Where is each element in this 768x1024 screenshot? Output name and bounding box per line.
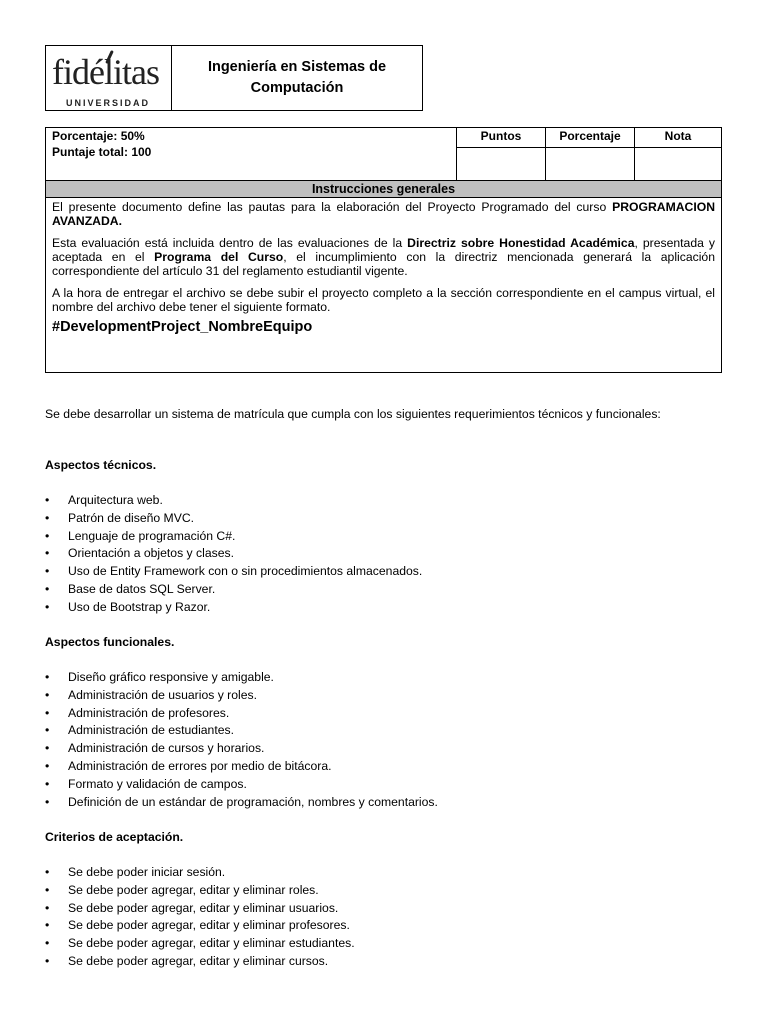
list-item-text: Patrón de diseño MVC. — [68, 510, 195, 525]
bullet-icon: • — [45, 723, 50, 738]
list-item — [45, 882, 355, 900]
bullet-icon: • — [45, 918, 50, 933]
nota-value-cell — [635, 148, 722, 182]
list-item-text: Administración de errores por medio de bitácora. — [68, 758, 332, 773]
percentage-label: Porcentaje: 50% — [52, 129, 145, 143]
bullet-icon: • — [45, 493, 50, 507]
document-header — [45, 45, 423, 111]
instructions-box — [45, 180, 722, 373]
bullet-icon: • — [45, 687, 50, 702]
functional-list — [45, 669, 438, 811]
instructions-body — [46, 198, 721, 336]
column-header-puntos: Puntos — [457, 128, 546, 148]
list-item — [45, 669, 438, 687]
list-item — [45, 917, 355, 935]
bullet-icon: • — [45, 599, 50, 614]
bullet-icon: • — [45, 953, 50, 968]
course-name: PROGRAMACION AVANZADA. — [52, 200, 715, 228]
list-item — [45, 776, 438, 794]
p2-text-a: Esta evaluación está incluida dentro de las evaluaciones de la — [52, 236, 408, 250]
puntos-value-cell — [457, 148, 546, 182]
list-item — [45, 528, 422, 546]
list-item-text: Formato y validación de campos. — [68, 776, 247, 791]
grade-table — [45, 127, 722, 182]
instructions-paragraph-2 — [52, 236, 715, 278]
list-item — [45, 794, 438, 812]
list-item — [45, 563, 422, 581]
technical-heading: Aspectos técnicos. — [45, 458, 157, 472]
list-item-text: Diseño gráfico responsive y amigable. — [68, 670, 274, 684]
bullet-icon: • — [45, 882, 50, 897]
list-item-text: Se debe poder agregar, editar y eliminar estudiantes. — [68, 936, 355, 951]
bullet-icon: • — [45, 794, 50, 809]
instructions-paragraph-1 — [52, 200, 715, 228]
list-item-text: Administración de profesores. — [68, 705, 230, 720]
p2-text-b: , presentada y aceptada en el — [52, 236, 716, 264]
total-score-label: Puntaje total: 100 — [52, 145, 152, 159]
bullet-icon: • — [45, 546, 50, 561]
acceptance-heading: Criterios de aceptación. — [45, 830, 184, 844]
list-item — [45, 687, 438, 705]
bullet-icon: • — [45, 528, 50, 543]
bullet-icon: • — [45, 936, 50, 951]
list-item — [45, 864, 355, 882]
list-item — [45, 599, 422, 617]
bullet-icon: • — [45, 741, 50, 756]
logo-subtext: UNIVERSIDAD — [66, 98, 151, 108]
column-header-nota: Nota — [635, 128, 722, 148]
list-item — [45, 740, 438, 758]
list-item — [45, 758, 438, 776]
bullet-icon: • — [45, 581, 50, 596]
filename-format: #DevelopmentProject_NombreEquipo — [52, 319, 313, 335]
list-item — [45, 545, 422, 563]
list-item — [45, 492, 422, 510]
list-item-text: Arquitectura web. — [68, 493, 163, 507]
instructions-heading: Instrucciones generales — [46, 181, 721, 198]
list-item-text: Se debe poder agregar, editar y eliminar profesores. — [68, 918, 350, 933]
university-logo — [46, 46, 172, 110]
title-line-2: Computación — [250, 80, 344, 96]
porcentaje-value-cell — [546, 148, 635, 182]
instructions-paragraph-3: A la hora de entregar el archivo se debe subir el proyecto completo a la sección correspondiente en el campus virtual, el nombre del archivo debe tener el siguiente formato. — [52, 286, 715, 314]
list-item — [45, 722, 438, 740]
score-info-cell — [46, 128, 457, 182]
list-item — [45, 953, 355, 971]
course-program: Programa del Curso — [154, 250, 284, 264]
list-item — [45, 510, 422, 528]
list-item-text: Administración de estudiantes. — [68, 723, 234, 738]
bullet-icon: • — [45, 705, 50, 720]
list-item-text: Uso de Entity Framework con o sin procedimientos almacenados. — [68, 564, 423, 579]
bullet-icon: • — [45, 776, 50, 791]
list-item — [45, 935, 355, 953]
list-item-text: Base de datos SQL Server. — [68, 581, 216, 596]
list-item-text: Se debe poder agregar, editar y eliminar usuarios. — [68, 900, 339, 915]
acceptance-list — [45, 864, 355, 971]
bullet-icon: • — [45, 564, 50, 579]
list-item — [45, 581, 422, 599]
list-item — [45, 900, 355, 918]
p1-text: El presente documento define las pautas para la elaboración del Proyecto Programado del curso — [52, 200, 613, 214]
list-item-text: Administración de cursos y horarios. — [68, 741, 265, 756]
title-line-1: Ingeniería en Sistemas de — [207, 59, 387, 75]
technical-list — [45, 492, 422, 617]
bullet-icon: • — [45, 900, 50, 915]
bullet-icon: • — [45, 758, 50, 773]
list-item-text: Administración de usuarios y roles. — [68, 687, 257, 702]
p2-text-c: , el incumplimiento con la directriz mencionada generará la aplicación correspondiente del artículo 31 del reglamento estudiantil vigente. — [52, 250, 715, 278]
list-item-text: Definición de un estándar de programación, nombres y comentarios. — [68, 794, 438, 809]
list-item — [45, 705, 438, 723]
bullet-icon: • — [45, 670, 50, 684]
list-item-text: Lenguaje de programación C#. — [68, 528, 236, 543]
honesty-directive: Directriz sobre Honestidad Académica — [407, 236, 635, 250]
page-title — [172, 46, 422, 110]
functional-heading: Aspectos funcionales. — [45, 635, 175, 649]
list-item-text: Orientación a objetos y clases. — [68, 546, 234, 561]
list-item-text: Se debe poder iniciar sesión. — [68, 865, 226, 879]
list-item-text: Se debe poder agregar, editar y eliminar cursos. — [68, 953, 329, 968]
bullet-icon: • — [45, 865, 50, 879]
list-item-text: Se debe poder agregar, editar y eliminar roles. — [68, 882, 319, 897]
intro-text: Se debe desarrollar un sistema de matrícula que cumpla con los siguientes requerimientos técnicos y funcionales: — [45, 407, 661, 421]
bullet-icon: • — [45, 510, 50, 525]
column-header-porcentaje: Porcentaje — [546, 128, 635, 148]
logo-wordmark: fidélitas — [52, 52, 159, 92]
list-item-text: Uso de Bootstrap y Razor. — [68, 599, 211, 614]
